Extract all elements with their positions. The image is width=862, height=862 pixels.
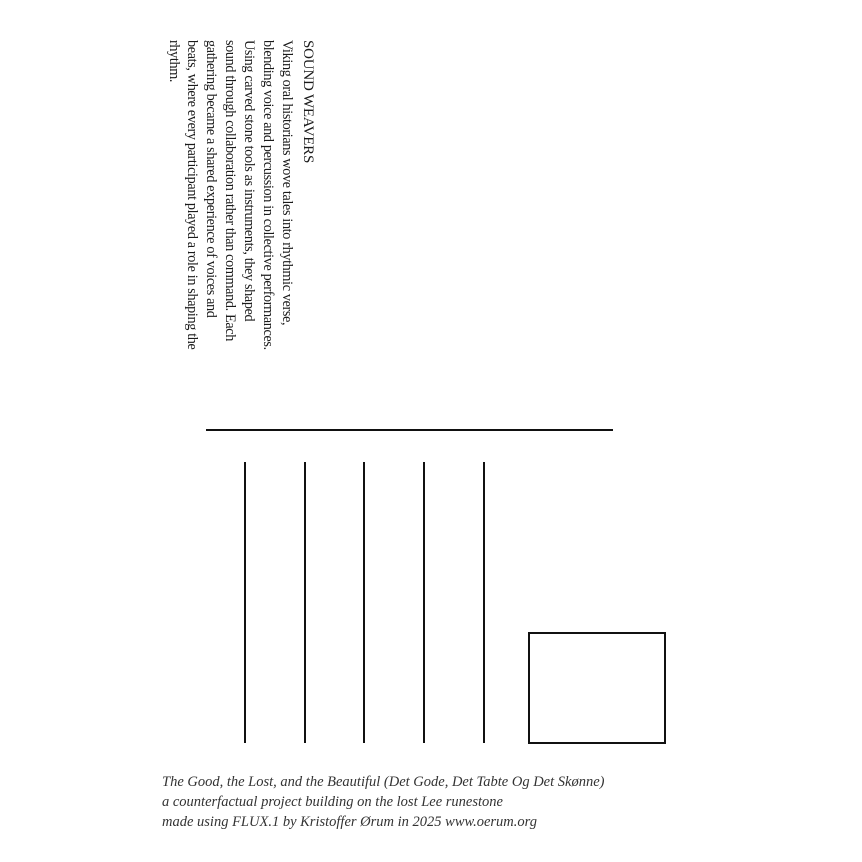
- postcard-body-line: beats, where every participant played a role in shaping the: [184, 40, 201, 350]
- postcard-body-line: sound through collaboration rather than command. Each: [222, 40, 239, 341]
- address-line: [423, 462, 425, 743]
- postcard-message-block: [165, 40, 520, 350]
- caption: [162, 772, 604, 832]
- address-line: [304, 462, 306, 743]
- postcard-body: [164, 40, 296, 395]
- postcard-title: SOUND WEAVERS: [300, 40, 316, 164]
- stamp-box: [528, 632, 666, 744]
- postcard-body-line: Using carved stone tools as instruments, they shaped: [241, 40, 258, 322]
- postcard-body-line: Viking oral historians wove tales into rhythmic verse,: [279, 40, 295, 326]
- caption-line-credits: made using FLUX.1 by Kristoffer Ørum in 2025 www.oerum.org: [162, 814, 537, 830]
- address-line: [244, 462, 246, 743]
- address-line: [483, 462, 485, 743]
- postcard-body-line: blending voice and percussion in collective performances.: [260, 40, 277, 350]
- caption-line-title: The Good, the Lost, and the Beautiful (Det Gode, Det Tabte Og Det Skønne): [162, 774, 605, 790]
- postcard-divider-line: [206, 429, 613, 431]
- postcard-body-line: gathering became a shared experience of voices and: [203, 40, 220, 318]
- caption-line-description: a counterfactual project building on the lost Lee runestone: [162, 794, 503, 810]
- address-line: [363, 462, 365, 743]
- postcard-message-rotated: [164, 40, 317, 395]
- postcard-body-line: rhythm.: [165, 40, 182, 83]
